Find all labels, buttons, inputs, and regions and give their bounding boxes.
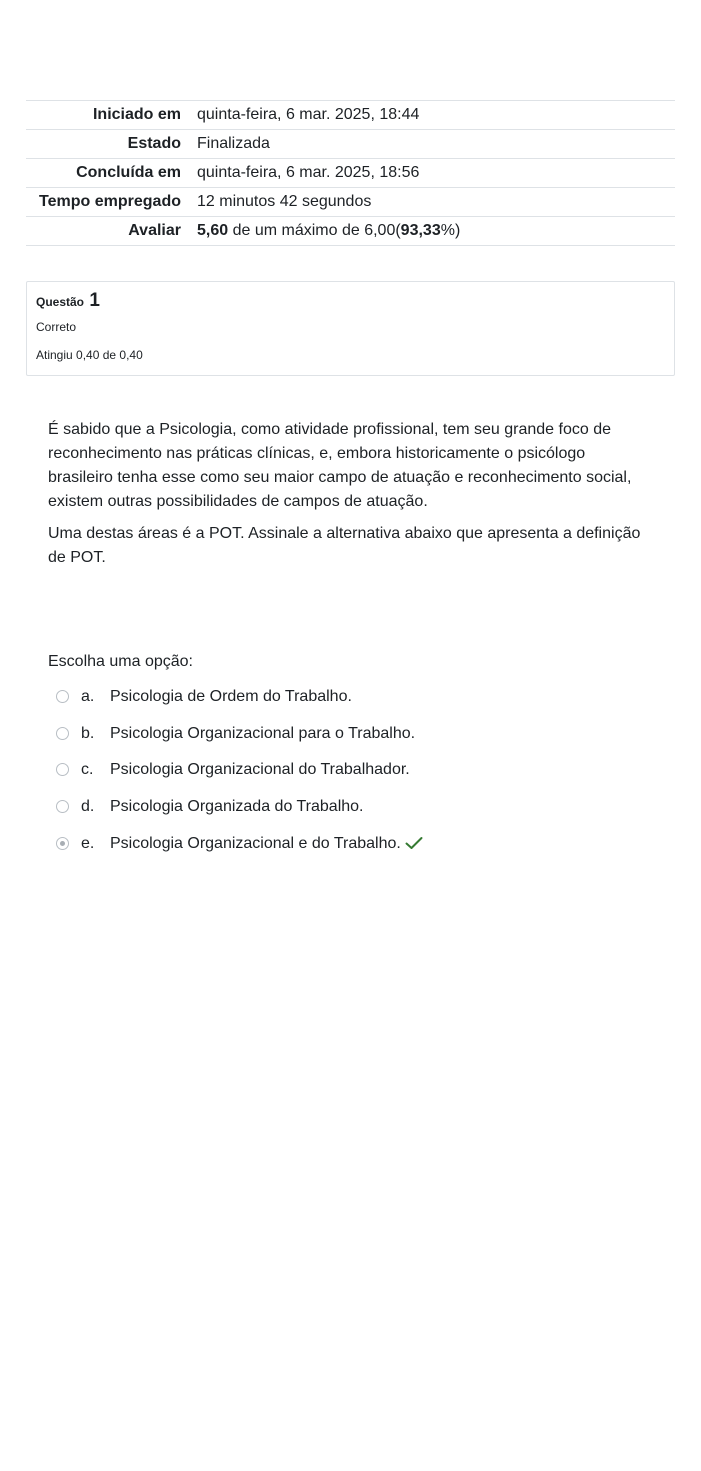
- answer-option-c[interactable]: [56, 758, 656, 795]
- started-label: Iniciado em: [92, 106, 181, 123]
- question-info-box: [26, 281, 675, 376]
- question-state: Correto: [36, 320, 77, 334]
- radio-button-d[interactable]: [56, 800, 69, 813]
- option-letter-c: c.: [81, 761, 94, 779]
- option-text-d: Psicologia Organizada do Trabalho.: [110, 798, 364, 816]
- correct-check-icon: [405, 836, 423, 850]
- question-text-paragraph-1: É sabido que a Psicologia, como atividade profissional, tem seu grande foco de reconhecimento nas práticas clínicas, e, embora historicamente o psicólogo brasileiro tenha esse como seu maior campo de atuação e reconhecimento social, existem outras possibilidades de campos de atuação.: [48, 421, 632, 510]
- started-value: quinta-feira, 6 mar. 2025, 18:44: [197, 106, 420, 123]
- summary-row-state: [26, 130, 675, 159]
- radio-button-e[interactable]: [56, 837, 69, 850]
- question-label: Questão: [36, 295, 85, 309]
- radio-button-c[interactable]: [56, 763, 69, 776]
- state-value: Finalizada: [197, 135, 270, 152]
- question-grade: Atingiu 0,40 de 0,40: [36, 348, 143, 362]
- attempt-summary-table: [26, 100, 675, 246]
- option-text-c: Psicologia Organizacional do Trabalhador.: [110, 761, 410, 779]
- question-number: 1: [89, 290, 100, 311]
- summary-row-completed: [26, 159, 675, 188]
- grade-suffix: %): [440, 222, 461, 239]
- summary-row-time: [26, 188, 675, 217]
- option-letter-a: a.: [81, 688, 95, 705]
- grade-value: 5,60: [197, 222, 229, 239]
- answer-option-d[interactable]: [56, 795, 656, 832]
- radio-button-b[interactable]: [56, 727, 69, 740]
- summary-row-started: [26, 101, 675, 130]
- completed-value: quinta-feira, 6 mar. 2025, 18:56: [197, 164, 420, 181]
- time-value: 12 minutos 42 segundos: [197, 193, 372, 210]
- state-label: Estado: [127, 135, 181, 152]
- option-text-a: Psicologia de Ordem do Trabalho.: [110, 688, 352, 705]
- radio-button-a[interactable]: [56, 690, 69, 703]
- question-title: [36, 291, 100, 312]
- answer-option-a[interactable]: [56, 685, 656, 722]
- answer-prompt: Escolha uma opção:: [48, 653, 193, 670]
- answer-options: [56, 685, 656, 868]
- answer-option-b[interactable]: [56, 722, 656, 759]
- option-text-b: Psicologia Organizacional para o Trabalho.: [110, 724, 416, 742]
- grade-value-cell: [189, 217, 675, 246]
- completed-label: Concluída em: [76, 164, 181, 181]
- time-label: Tempo empregado: [39, 193, 181, 210]
- grade-text: de um máximo de 6,00(: [228, 222, 401, 239]
- question-text: [48, 418, 653, 578]
- summary-row-grade: [26, 217, 675, 246]
- option-text-e-label: Psicologia Organizacional e do Trabalho.: [110, 834, 401, 852]
- answer-option-e[interactable]: [56, 832, 656, 869]
- grade-label: Avaliar: [128, 222, 181, 239]
- question-text-paragraph-2: Uma destas áreas é a POT. Assinale a alternativa abaixo que apresenta a definição de POT.: [48, 525, 641, 566]
- option-letter-b: b.: [81, 724, 95, 742]
- grade-percent: 93,33: [400, 222, 441, 239]
- option-letter-e: e.: [81, 834, 95, 852]
- option-letter-d: d.: [81, 798, 95, 816]
- option-text-e: [110, 832, 423, 856]
